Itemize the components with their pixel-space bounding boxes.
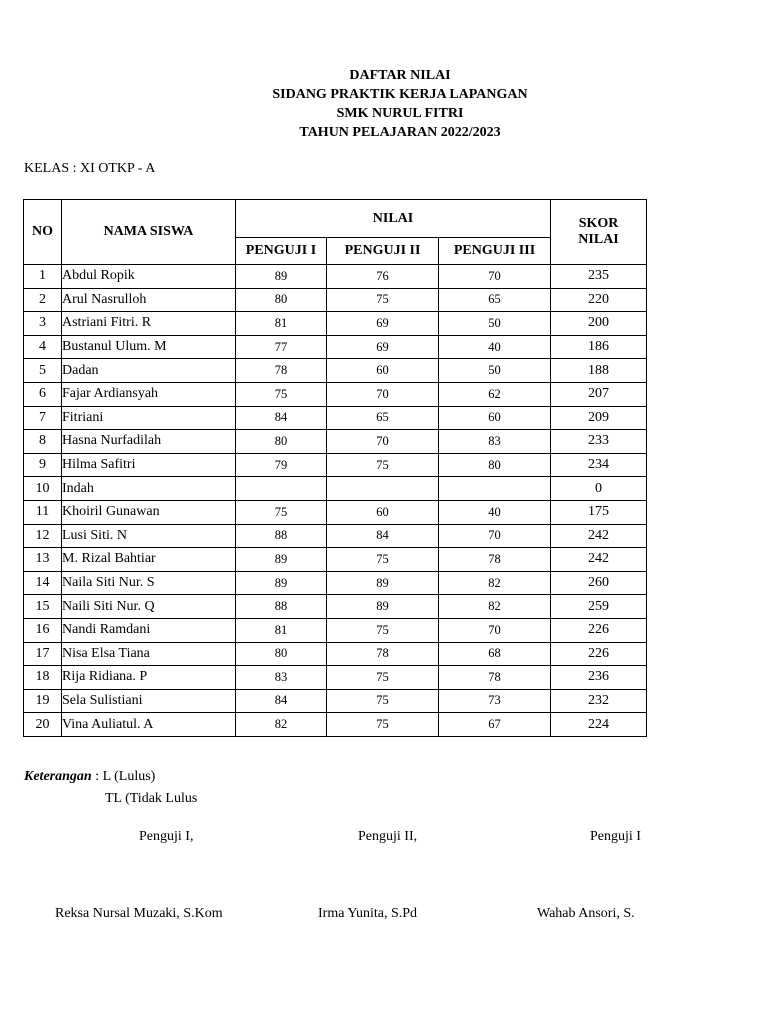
keterangan-line1: : L (Lulus)	[91, 769, 156, 784]
table-row	[24, 666, 647, 690]
cell-penguji-2: 60	[327, 359, 439, 383]
table-row	[24, 524, 647, 548]
cell-penguji-1: 88	[236, 524, 327, 548]
header-nilai: NILAI	[236, 200, 551, 238]
class-label: KELAS : XI OTKP - A	[24, 161, 156, 176]
cell-penguji-3: 70	[439, 618, 551, 642]
cell-no: 16	[24, 618, 62, 642]
cell-penguji-3: 80	[439, 453, 551, 477]
cell-nama: Indah	[62, 477, 236, 501]
header-skor-line1: SKOR	[578, 216, 619, 231]
cell-nama: Abdul Ropik	[62, 265, 236, 289]
cell-nama: Vina Auliatul. A	[62, 713, 236, 737]
signature-role-penguji-3: Penguji I	[590, 829, 641, 844]
cell-penguji-2: 89	[327, 571, 439, 595]
header-penguji-1: PENGUJI I	[236, 238, 327, 265]
cell-nama: Rija Ridiana. P	[62, 666, 236, 690]
cell-skor: 236	[551, 666, 647, 690]
document-title	[0, 66, 768, 142]
cell-nama: Sela Sulistiani	[62, 689, 236, 713]
cell-penguji-2: 60	[327, 500, 439, 524]
cell-penguji-3: 82	[439, 571, 551, 595]
cell-skor: 226	[551, 618, 647, 642]
cell-no: 9	[24, 453, 62, 477]
table-row	[24, 642, 647, 666]
signature-name-2: Irma Yunita, S.Pd	[318, 906, 418, 921]
title-line: TAHUN PELAJARAN 2022/2023	[299, 125, 501, 140]
table-row	[24, 618, 647, 642]
cell-nama: Arul Nasrulloh	[62, 288, 236, 312]
cell-nama: Nandi Ramdani	[62, 618, 236, 642]
cell-penguji-1: 89	[236, 548, 327, 572]
signature-name-1: Reksa Nursal Muzaki, S.Kom	[55, 906, 223, 921]
cell-nama: M. Rizal Bahtiar	[62, 548, 236, 572]
cell-penguji-2: 75	[327, 666, 439, 690]
cell-penguji-3: 78	[439, 666, 551, 690]
header-skor-nilai	[551, 200, 647, 265]
cell-skor: 209	[551, 406, 647, 430]
keterangan-line2: TL (Tidak Lulus	[105, 791, 198, 806]
table-row	[24, 500, 647, 524]
table-row	[24, 312, 647, 336]
cell-penguji-2: 75	[327, 713, 439, 737]
cell-skor: 234	[551, 453, 647, 477]
cell-penguji-3: 60	[439, 406, 551, 430]
cell-penguji-3: 70	[439, 265, 551, 289]
cell-penguji-2	[327, 477, 439, 501]
cell-penguji-3: 73	[439, 689, 551, 713]
table-row	[24, 430, 647, 454]
cell-no: 17	[24, 642, 62, 666]
table-row	[24, 406, 647, 430]
table-row	[24, 477, 647, 501]
cell-penguji-3: 50	[439, 312, 551, 336]
cell-skor: 207	[551, 382, 647, 406]
header-penguji-2: PENGUJI II	[327, 238, 439, 265]
cell-penguji-1: 79	[236, 453, 327, 477]
cell-penguji-1: 83	[236, 666, 327, 690]
cell-skor: 259	[551, 595, 647, 619]
cell-penguji-3	[439, 477, 551, 501]
cell-skor: 235	[551, 265, 647, 289]
cell-nama: Naili Siti Nur. Q	[62, 595, 236, 619]
cell-skor: 220	[551, 288, 647, 312]
cell-penguji-1: 80	[236, 288, 327, 312]
cell-penguji-3: 78	[439, 548, 551, 572]
title-line: DAFTAR NILAI	[349, 68, 451, 83]
table-row	[24, 265, 647, 289]
cell-skor: 242	[551, 524, 647, 548]
cell-nama: Khoiril Gunawan	[62, 500, 236, 524]
cell-skor: 260	[551, 571, 647, 595]
cell-nama: Hasna Nurfadilah	[62, 430, 236, 454]
header-penguji-3: PENGUJI III	[439, 238, 551, 265]
cell-penguji-1: 80	[236, 430, 327, 454]
grades-table-body	[24, 265, 647, 737]
cell-penguji-2: 69	[327, 335, 439, 359]
cell-no: 10	[24, 477, 62, 501]
cell-penguji-2: 70	[327, 382, 439, 406]
cell-nama: Nisa Elsa Tiana	[62, 642, 236, 666]
cell-no: 18	[24, 666, 62, 690]
table-row	[24, 382, 647, 406]
cell-skor: 224	[551, 713, 647, 737]
cell-no: 1	[24, 265, 62, 289]
cell-no: 4	[24, 335, 62, 359]
header-no: NO	[24, 200, 62, 265]
table-row	[24, 571, 647, 595]
cell-penguji-3: 40	[439, 500, 551, 524]
cell-nama: Bustanul Ulum. M	[62, 335, 236, 359]
cell-penguji-3: 83	[439, 430, 551, 454]
cell-skor: 0	[551, 477, 647, 501]
keterangan-label: Keterangan	[24, 769, 92, 784]
cell-no: 5	[24, 359, 62, 383]
cell-nama: Fajar Ardiansyah	[62, 382, 236, 406]
table-row	[24, 713, 647, 737]
cell-skor: 242	[551, 548, 647, 572]
cell-penguji-1: 89	[236, 265, 327, 289]
cell-penguji-1: 75	[236, 382, 327, 406]
cell-penguji-2: 75	[327, 618, 439, 642]
cell-skor: 200	[551, 312, 647, 336]
cell-skor: 226	[551, 642, 647, 666]
table-row	[24, 335, 647, 359]
cell-penguji-2: 65	[327, 406, 439, 430]
cell-nama: Hilma Safitri	[62, 453, 236, 477]
cell-nama: Naila Siti Nur. S	[62, 571, 236, 595]
grades-table	[23, 199, 647, 737]
keterangan	[24, 766, 197, 810]
cell-penguji-2: 75	[327, 453, 439, 477]
cell-penguji-2: 84	[327, 524, 439, 548]
cell-penguji-3: 67	[439, 713, 551, 737]
cell-no: 15	[24, 595, 62, 619]
table-row	[24, 453, 647, 477]
cell-nama: Astriani Fitri. R	[62, 312, 236, 336]
cell-penguji-2: 78	[327, 642, 439, 666]
cell-no: 11	[24, 500, 62, 524]
cell-skor: 232	[551, 689, 647, 713]
cell-penguji-2: 89	[327, 595, 439, 619]
cell-no: 7	[24, 406, 62, 430]
header-skor-line2: NILAI	[578, 232, 619, 247]
cell-penguji-2: 75	[327, 548, 439, 572]
cell-no: 8	[24, 430, 62, 454]
cell-penguji-2: 76	[327, 265, 439, 289]
table-row	[24, 359, 647, 383]
cell-no: 12	[24, 524, 62, 548]
cell-no: 2	[24, 288, 62, 312]
cell-no: 3	[24, 312, 62, 336]
title-line: SMK NURUL FITRI	[336, 106, 464, 121]
cell-nama: Fitriani	[62, 406, 236, 430]
title-line: SIDANG PRAKTIK KERJA LAPANGAN	[272, 87, 528, 102]
signature-role-penguji-1: Penguji I,	[139, 829, 194, 844]
cell-skor: 233	[551, 430, 647, 454]
cell-penguji-3: 50	[439, 359, 551, 383]
table-row	[24, 689, 647, 713]
cell-penguji-1: 84	[236, 406, 327, 430]
cell-penguji-1: 88	[236, 595, 327, 619]
cell-penguji-1: 78	[236, 359, 327, 383]
cell-penguji-3: 68	[439, 642, 551, 666]
table-row	[24, 548, 647, 572]
cell-penguji-1: 81	[236, 312, 327, 336]
cell-no: 19	[24, 689, 62, 713]
cell-penguji-1: 81	[236, 618, 327, 642]
cell-penguji-2: 69	[327, 312, 439, 336]
cell-skor: 188	[551, 359, 647, 383]
cell-no: 6	[24, 382, 62, 406]
header-nama-siswa: NAMA SISWA	[62, 200, 236, 265]
cell-no: 14	[24, 571, 62, 595]
cell-penguji-3: 65	[439, 288, 551, 312]
cell-penguji-3: 70	[439, 524, 551, 548]
cell-penguji-1: 82	[236, 713, 327, 737]
cell-no: 13	[24, 548, 62, 572]
signature-role-penguji-2: Penguji II,	[358, 829, 418, 844]
cell-penguji-1: 80	[236, 642, 327, 666]
table-row	[24, 595, 647, 619]
cell-penguji-1	[236, 477, 327, 501]
cell-penguji-1: 84	[236, 689, 327, 713]
cell-penguji-3: 62	[439, 382, 551, 406]
cell-no: 20	[24, 713, 62, 737]
cell-penguji-2: 70	[327, 430, 439, 454]
cell-nama: Lusi Siti. N	[62, 524, 236, 548]
cell-penguji-2: 75	[327, 288, 439, 312]
cell-penguji-3: 40	[439, 335, 551, 359]
cell-skor: 186	[551, 335, 647, 359]
signature-name-3: Wahab Ansori, S.	[537, 906, 635, 921]
cell-penguji-1: 89	[236, 571, 327, 595]
cell-penguji-1: 75	[236, 500, 327, 524]
cell-penguji-3: 82	[439, 595, 551, 619]
cell-skor: 175	[551, 500, 647, 524]
cell-penguji-1: 77	[236, 335, 327, 359]
cell-nama: Dadan	[62, 359, 236, 383]
cell-penguji-2: 75	[327, 689, 439, 713]
table-row	[24, 288, 647, 312]
